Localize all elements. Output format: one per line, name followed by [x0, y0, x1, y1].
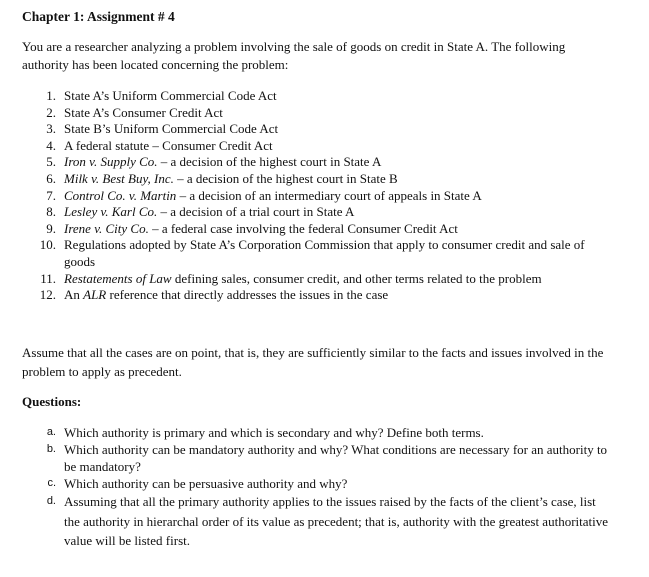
question-item [22, 492, 612, 551]
question-letter: a. [46, 426, 56, 438]
authority-number: 2. [46, 104, 56, 120]
authority-item [22, 171, 612, 188]
authority-item [22, 271, 612, 288]
authority-text: reference that directly addresses the issues in the case [106, 287, 389, 303]
authority-text: State A’s Uniform Commercial Code Act [64, 88, 277, 103]
authority-text: – a decision of a trial court in State A [157, 204, 355, 220]
question-text: Which authority can be mandatory authority and why? What conditions are necessary for an authority to be mandatory? [64, 442, 608, 474]
authority-number: 6. [46, 170, 56, 186]
page-title: Chapter 1: Assignment # 4 [22, 9, 175, 24]
authority-item [22, 204, 612, 221]
case-name: Iron v. Supply Co. [64, 154, 158, 170]
authority-item [22, 237, 612, 270]
authority-number: 8. [46, 204, 56, 220]
authority-text: defining sales, consumer credit, and other terms related to the problem [171, 270, 542, 286]
authority-number: 3. [46, 121, 56, 137]
authority-item [22, 138, 612, 155]
authority-number: 12. [39, 287, 56, 303]
authority-number: 1. [46, 88, 56, 103]
question-letter: d. [46, 495, 56, 507]
questions-list [22, 424, 612, 551]
question-text: Assuming that all the primary authority applies to the issues raised by the facts of the client’s case, list the authority in hierarchal order of its value as precedent; that is, authority with the greatest authoritative value will be listed first. [64, 494, 609, 548]
authority-list [22, 88, 612, 304]
question-letter: b. [46, 443, 56, 455]
authority-item [22, 188, 612, 205]
question-item [22, 424, 612, 441]
intro-paragraph [22, 38, 612, 74]
authority-text: – a decision of the highest court in State A [157, 154, 382, 170]
questions-heading: Questions: [22, 394, 82, 409]
authority-number: 7. [46, 187, 56, 203]
question-text: Which authority can be persuasive authority and why? [64, 476, 348, 491]
authority-number: 10. [39, 237, 56, 253]
question-text: Which authority is primary and which is secondary and why? Define both terms. [64, 425, 484, 440]
source-title: Restatements of Law [64, 270, 172, 286]
source-title: ALR [83, 287, 107, 303]
authority-item [22, 221, 612, 238]
authority-number: 4. [46, 137, 56, 153]
authority-item [22, 287, 612, 304]
assumption-paragraph: Assume that all the cases are on point, that is, they are sufficiently similar to the facts and issues involved in the problem to apply as precedent. [22, 345, 604, 379]
authority-text: – a federal case involving the federal Consumer Credit Act [148, 220, 458, 236]
question-letter: c. [47, 477, 56, 489]
authority-text: Regulations adopted by State A’s Corporation Commission that apply to consumer credit and sale of goods [64, 237, 585, 269]
authority-prefix: An [64, 287, 84, 303]
authority-item [22, 105, 612, 122]
authority-number: 11. [40, 270, 56, 286]
case-name: Irene v. City Co. [64, 220, 149, 236]
question-item [22, 441, 612, 475]
intro-text: You are a researcher analyzing a problem involving the sale of goods on credit in State A. The following authority has been located concerning the problem: [22, 39, 566, 72]
case-name: Milk v. Best Buy, Inc. [64, 170, 174, 186]
authority-number: 9. [46, 220, 56, 236]
case-name: Control Co. v. Martin [64, 187, 177, 203]
authority-item [22, 121, 612, 138]
authority-text: A federal statute – Consumer Credit Act [64, 137, 273, 153]
authority-item [22, 88, 612, 105]
authority-item [22, 154, 612, 171]
authority-text: – a decision of the highest court in State B [173, 170, 398, 186]
authority-text: – a decision of an intermediary court of appeals in State A [176, 187, 482, 203]
authority-text: State A’s Consumer Credit Act [64, 104, 223, 120]
case-name: Lesley v. Karl Co. [64, 204, 158, 220]
authority-text: State B’s Uniform Commercial Code Act [64, 121, 279, 137]
authority-number: 5. [46, 154, 56, 170]
question-item [22, 475, 612, 492]
